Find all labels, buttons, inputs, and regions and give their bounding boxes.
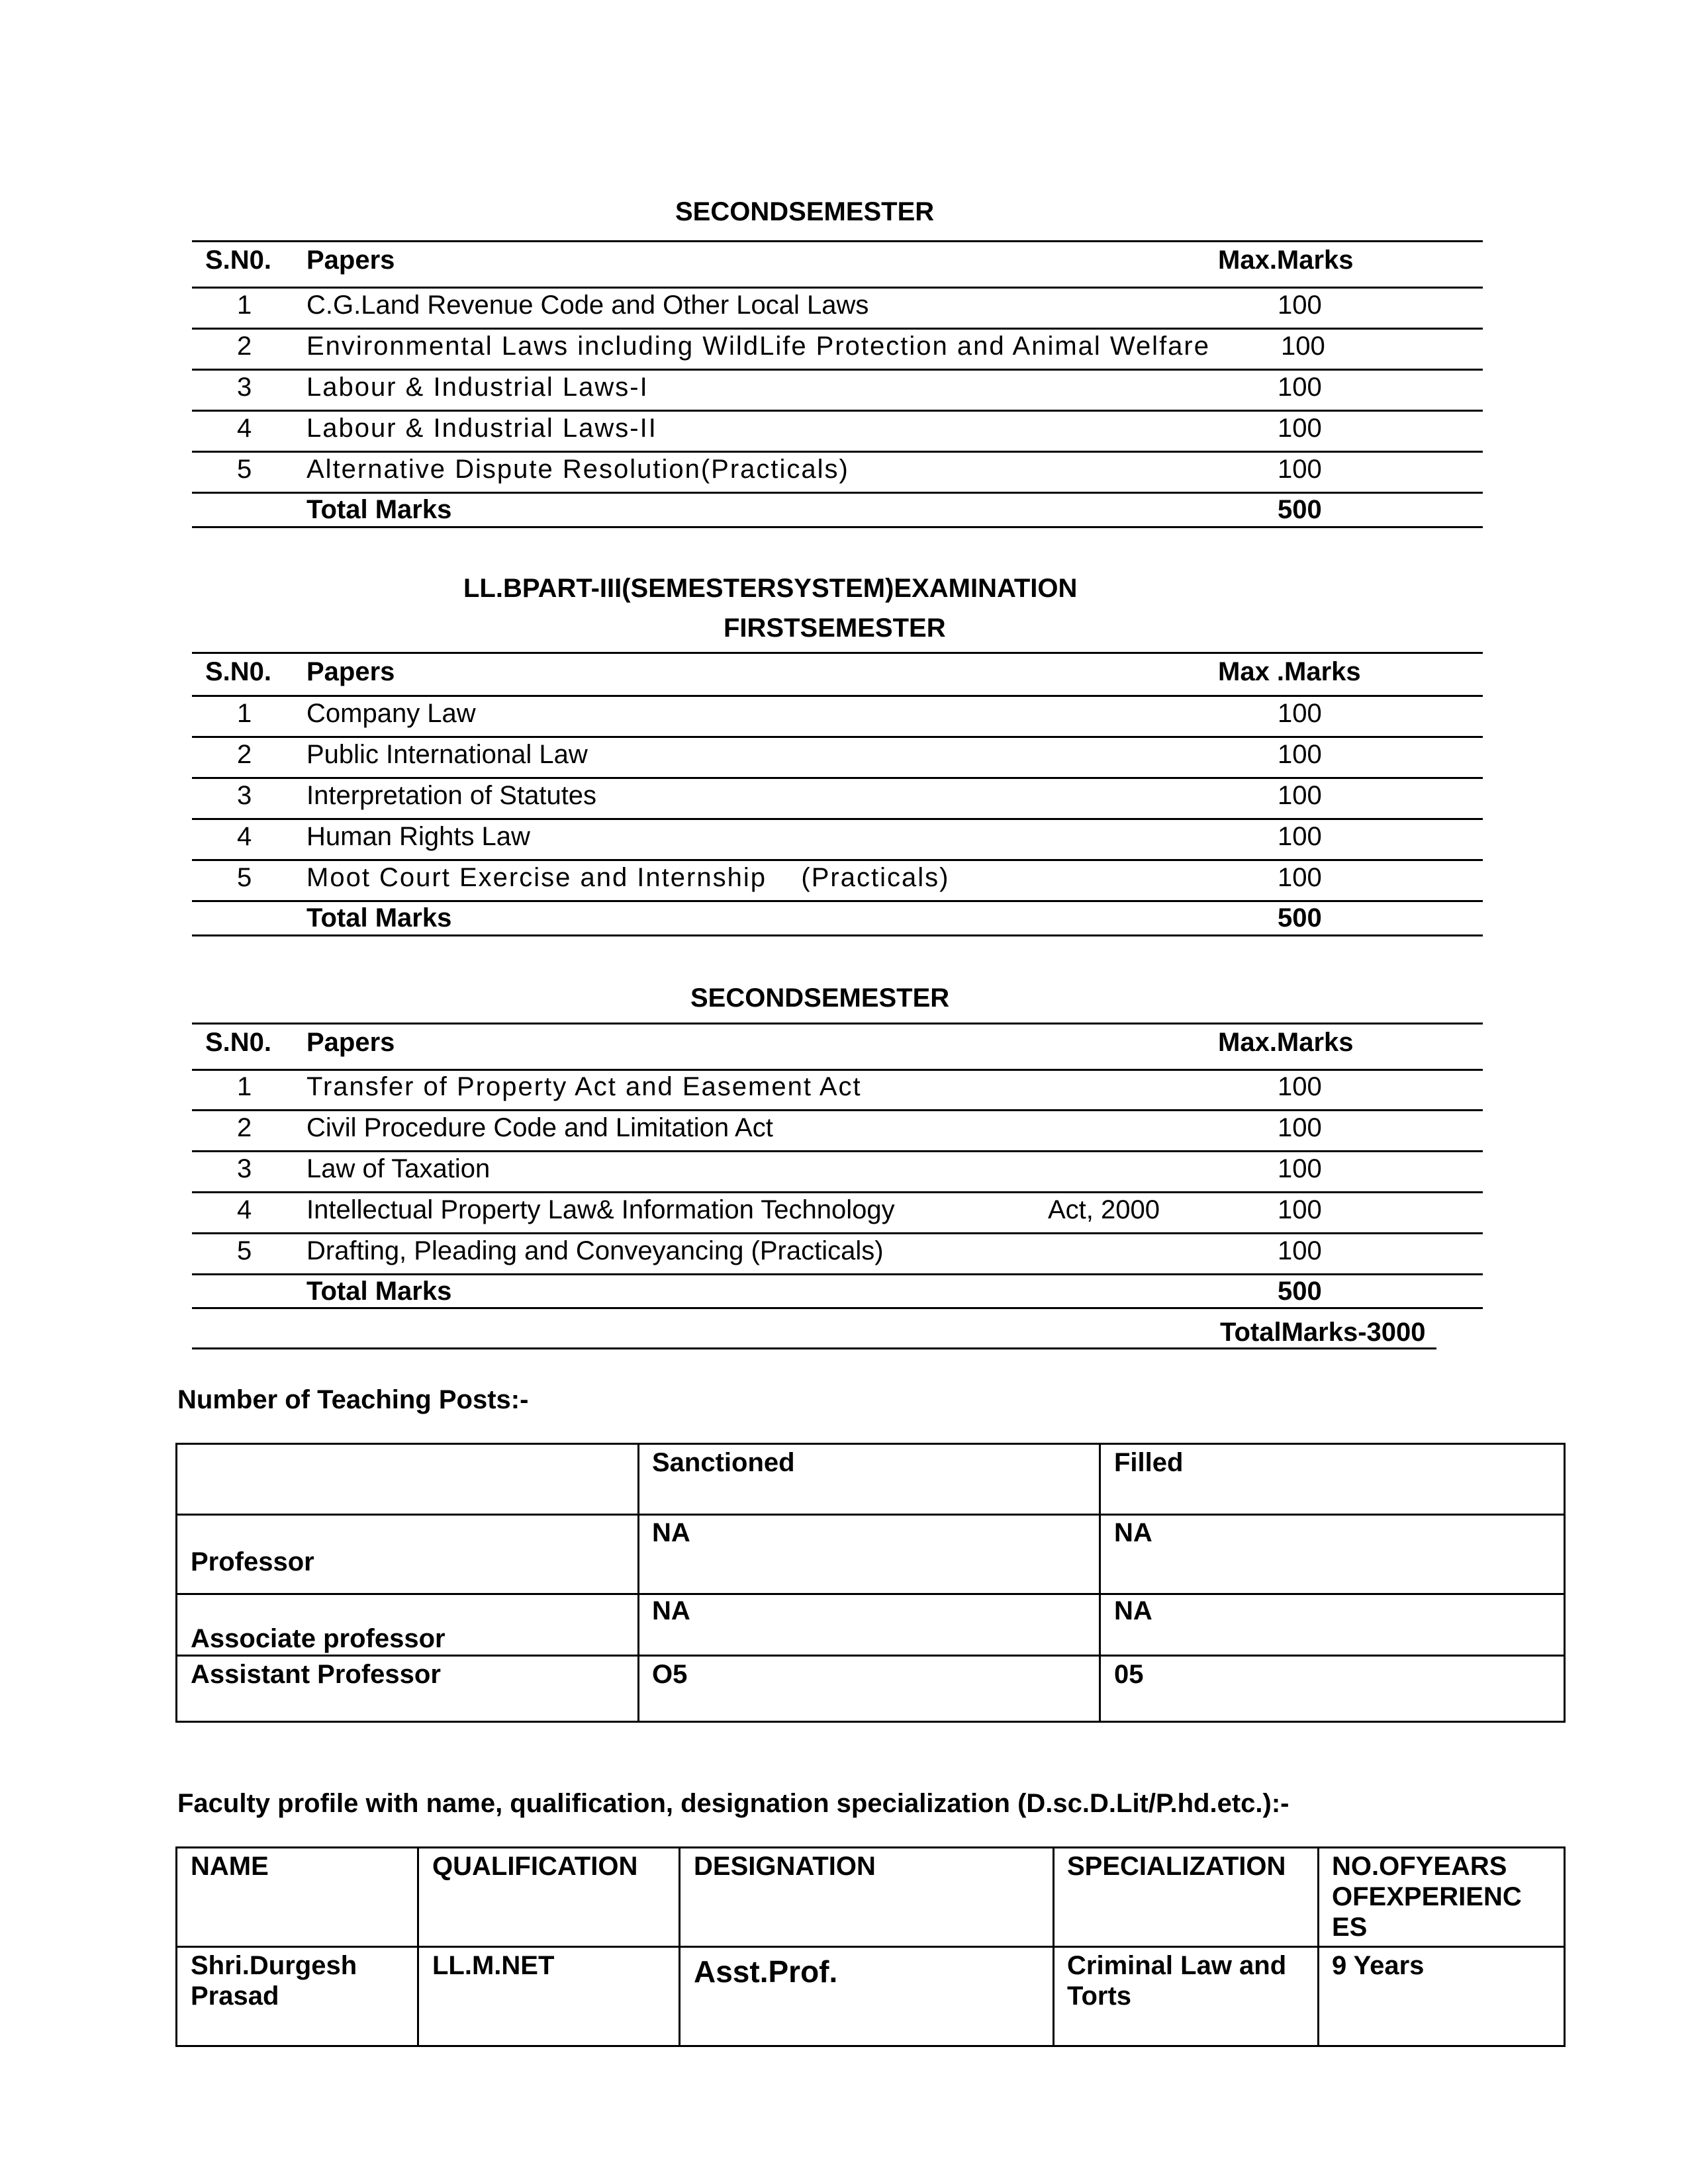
row-marks: 100 bbox=[1278, 699, 1322, 728]
faculty-name: Shri.Durgesh bbox=[191, 1951, 357, 1980]
header-sno: S.N0. bbox=[205, 657, 272, 686]
total-label: Total Marks bbox=[306, 903, 452, 933]
row-number: 3 bbox=[237, 781, 252, 810]
row-paper: Public International Law bbox=[306, 740, 588, 769]
table-rule bbox=[192, 1023, 1483, 1024]
exam-title: LL.BPART-III(SEMESTERSYSTEM)EXAMINATION bbox=[463, 574, 1078, 603]
faculty-experience: 9 Years bbox=[1332, 1951, 1425, 1980]
row-rule bbox=[192, 1150, 1483, 1152]
row-paper: Intellectual Property Law& Information Technology bbox=[306, 1195, 895, 1224]
row-number: 5 bbox=[237, 863, 252, 892]
table-rule bbox=[192, 287, 1483, 289]
teaching-posts-heading: Number of Teaching Posts:- bbox=[177, 1385, 529, 1414]
section-title: FIRSTSEMESTER bbox=[724, 614, 946, 643]
row-paper: Moot Court Exercise and Internship (Practicals) bbox=[306, 863, 950, 892]
row-rule bbox=[192, 1109, 1483, 1111]
row-marks: 100 bbox=[1278, 740, 1322, 769]
row-marks: 100 bbox=[1278, 1072, 1322, 1101]
row-paper: Alternative Dispute Resolution(Practicals) bbox=[306, 455, 849, 484]
header-sanctioned: Sanctioned bbox=[652, 1448, 795, 1477]
header-papers: Papers bbox=[306, 1028, 395, 1057]
row-number: 2 bbox=[237, 332, 252, 361]
row-marks: 100 bbox=[1278, 455, 1322, 484]
post-filled: NA bbox=[1114, 1596, 1152, 1625]
faculty-header-name: NAME bbox=[191, 1852, 269, 1881]
faculty-header-designation: DESIGNATION bbox=[694, 1852, 876, 1881]
row-rule bbox=[192, 777, 1483, 779]
row-paper: Law of Taxation bbox=[306, 1154, 491, 1183]
header-sno: S.N0. bbox=[205, 1028, 272, 1057]
row-rule bbox=[192, 859, 1483, 861]
row-rule bbox=[192, 900, 1483, 902]
row-rule bbox=[192, 328, 1483, 330]
row-rule bbox=[192, 736, 1483, 738]
row-rule bbox=[192, 492, 1483, 494]
row-paper: Company Law bbox=[306, 699, 476, 728]
row-marks: 100 bbox=[1278, 863, 1322, 892]
row-rule bbox=[192, 1232, 1483, 1234]
total-label: Total Marks bbox=[306, 1277, 452, 1306]
header-max-marks: Max .Marks bbox=[1218, 657, 1361, 686]
row-paper: Labour & Industrial Laws-II bbox=[306, 414, 657, 443]
row-paper: Labour & Industrial Laws-I bbox=[306, 373, 649, 402]
faculty-header-qualification: QUALIFICATION bbox=[432, 1852, 638, 1881]
column-divider bbox=[637, 1443, 639, 1723]
row-number: 2 bbox=[237, 1113, 252, 1142]
table-rule bbox=[192, 695, 1483, 697]
row-marks: 100 bbox=[1281, 332, 1325, 361]
row-rule bbox=[192, 1273, 1483, 1275]
row-marks: 100 bbox=[1278, 1113, 1322, 1142]
row-divider bbox=[175, 1946, 1566, 1948]
row-paper: C.G.Land Revenue Code and Other Local Laws bbox=[306, 291, 869, 320]
row-paper: Transfer of Property Act and Easement Act bbox=[306, 1072, 862, 1101]
row-number: 5 bbox=[237, 455, 252, 484]
row-number: 4 bbox=[237, 822, 252, 851]
faculty-designation: Asst.Prof. bbox=[694, 1954, 838, 1989]
faculty-qualification: LL.M.NET bbox=[432, 1951, 555, 1980]
row-marks: 100 bbox=[1278, 781, 1322, 810]
faculty-specialization: Criminal Law and bbox=[1067, 1951, 1287, 1980]
post-sanctioned: O5 bbox=[652, 1660, 688, 1689]
table-rule bbox=[192, 1307, 1483, 1309]
faculty-header-experience: OFEXPERIENC bbox=[1332, 1882, 1522, 1911]
total-label: Total Marks bbox=[306, 495, 452, 524]
row-number: 4 bbox=[237, 1195, 252, 1224]
row-marks: 100 bbox=[1278, 1236, 1322, 1265]
row-divider bbox=[175, 1514, 1566, 1516]
section-title: SECONDSEMESTER bbox=[690, 983, 950, 1013]
faculty-specialization: Torts bbox=[1067, 1981, 1132, 2011]
row-number: 3 bbox=[237, 1154, 252, 1183]
row-marks: 100 bbox=[1278, 1195, 1322, 1224]
header-filled: Filled bbox=[1114, 1448, 1184, 1477]
faculty-header-specialization: SPECIALIZATION bbox=[1067, 1852, 1286, 1881]
row-rule bbox=[192, 369, 1483, 371]
post-filled: NA bbox=[1114, 1518, 1152, 1547]
row-paper: Environmental Laws including WildLife Protection and Animal Welfare bbox=[306, 332, 1210, 361]
post-filled: 05 bbox=[1114, 1660, 1144, 1689]
table-rule bbox=[192, 1347, 1436, 1349]
row-number: 5 bbox=[237, 1236, 252, 1265]
section-title: SECONDSEMESTER bbox=[675, 197, 935, 226]
grand-total: TotalMarks-3000 bbox=[1220, 1318, 1426, 1347]
row-number: 1 bbox=[237, 1072, 252, 1101]
header-max-marks: Max.Marks bbox=[1218, 246, 1354, 275]
table-rule bbox=[192, 1069, 1483, 1071]
header-papers: Papers bbox=[306, 657, 395, 686]
header-papers: Papers bbox=[306, 246, 395, 275]
row-marks: 100 bbox=[1278, 414, 1322, 443]
column-divider bbox=[1099, 1443, 1101, 1723]
row-paper: Drafting, Pleading and Conveyancing (Practicals) bbox=[306, 1236, 884, 1265]
post-label: Professor bbox=[191, 1547, 314, 1576]
header-sno: S.N0. bbox=[205, 246, 272, 275]
post-label: Assistant Professor bbox=[191, 1660, 441, 1689]
post-sanctioned: NA bbox=[652, 1518, 690, 1547]
row-rule bbox=[192, 1191, 1483, 1193]
row-rule bbox=[192, 451, 1483, 453]
row-paper: Civil Procedure Code and Limitation Act bbox=[306, 1113, 773, 1142]
row-paper-extra: Act, 2000 bbox=[1048, 1195, 1160, 1224]
table-rule bbox=[192, 652, 1483, 654]
row-paper: Interpretation of Statutes bbox=[306, 781, 597, 810]
faculty-heading: Faculty profile with name, qualification, designation specialization (D.sc.D.Lit/P.hd.etc.):- bbox=[177, 1789, 1289, 1818]
row-marks: 100 bbox=[1278, 1154, 1322, 1183]
row-marks: 100 bbox=[1278, 373, 1322, 402]
header-max-marks: Max.Marks bbox=[1218, 1028, 1354, 1057]
row-marks: 100 bbox=[1278, 291, 1322, 320]
table-rule bbox=[192, 240, 1483, 242]
faculty-header-experience: ES bbox=[1332, 1913, 1368, 1942]
total-value: 500 bbox=[1278, 903, 1322, 933]
row-divider bbox=[175, 1593, 1566, 1595]
faculty-name: Prasad bbox=[191, 1981, 279, 2011]
row-number: 4 bbox=[237, 414, 252, 443]
row-rule bbox=[192, 410, 1483, 412]
row-number: 2 bbox=[237, 740, 252, 769]
post-sanctioned: NA bbox=[652, 1596, 690, 1625]
row-rule bbox=[192, 818, 1483, 820]
row-number: 1 bbox=[237, 291, 252, 320]
row-marks: 100 bbox=[1278, 822, 1322, 851]
table-rule bbox=[192, 934, 1483, 936]
total-value: 500 bbox=[1278, 1277, 1322, 1306]
row-number: 3 bbox=[237, 373, 252, 402]
faculty-header-experience: NO.OFYEARS bbox=[1332, 1852, 1507, 1881]
row-paper: Human Rights Law bbox=[306, 822, 530, 851]
table-rule bbox=[192, 526, 1483, 528]
post-label: Associate professor bbox=[191, 1624, 445, 1653]
row-number: 1 bbox=[237, 699, 252, 728]
total-value: 500 bbox=[1278, 495, 1322, 524]
row-divider bbox=[175, 1655, 1566, 1657]
